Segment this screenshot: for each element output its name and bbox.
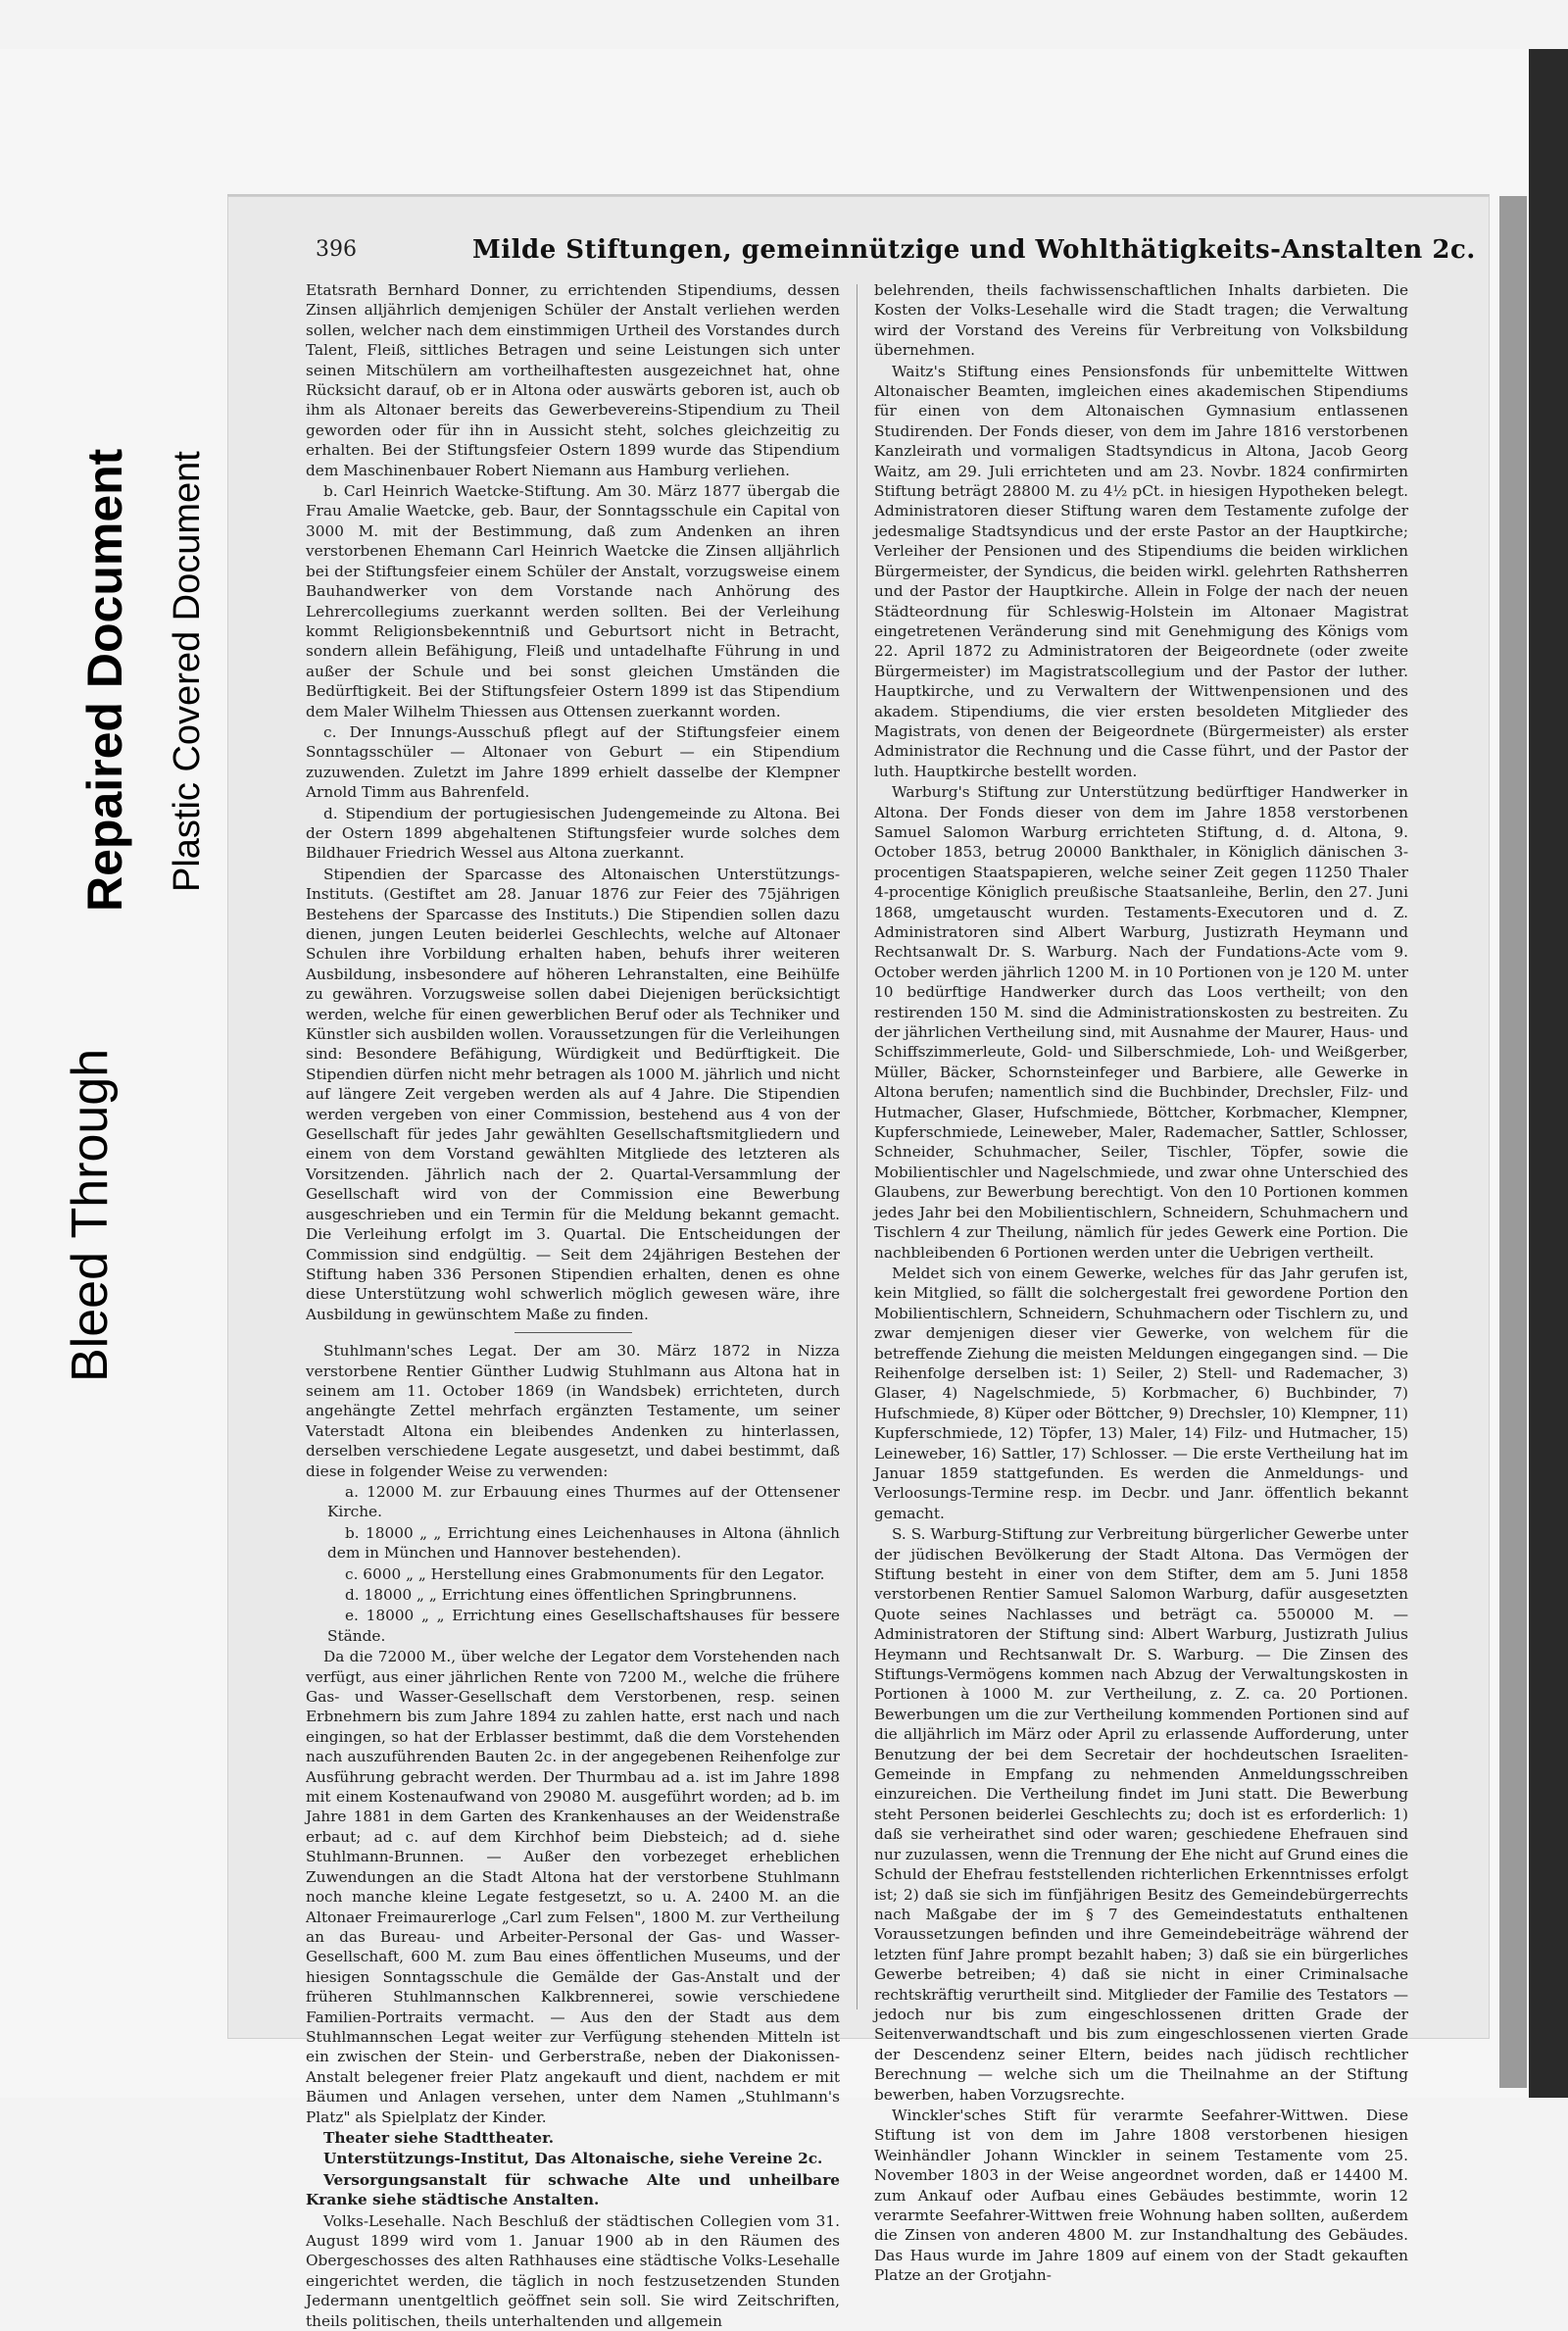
- paragraph: Da die 72000 M., über welche der Legator dem Vorstehenden nach verfügt, aus einer jährlichen Rente von 7200 M., welche die frühere Gas- und Wasser-Gesellschaft dem Verstorbenen, resp. seinen Erbnehmern bis zum Jahre 1894 zu zahlen hatte, erst nach und nach eingingen, so hat der Erblasser bestimmt, daß die dem Vorstehenden nach auszuführenden Bauten 2c. in der angegebenen Reihenfolge zur Ausführung gebracht werden. Der Thurmbau ad a. ist im Jahre 1898 mit einem Kostenaufwand von 29080 M. ausgeführt worden; ad b. im Jahre 1881 in dem Garten des Krankenhauses an der Weidenstraße erbaut; ad c. auf dem Kirchhof beim Diebsteich; ad d. siehe Stuhlmann-Brunnen. — Außer den vorbezeget erheblichen Zuwendungen an die Stadt Altona hat der verstorbene Stuhlmann noch manche kleine Legate festgesetzt, so u. A. 2400 M. an die Altonaer Freimaurerloge „Carl zum Felsen", 1800 M. zur Vertheilung an das Bureau- und Arbeiter-Personal der Gas- und Wasser-Gesellschaft, 600 M. zum Bau eines öffentlichen Museums, und der hiesigen Sonntagsschule die Gemälde der Gas-Anstalt und der früheren Stuhlmannschen Kalkbrennerei, sowie verschiedene Familien-Portraits vermacht. — Aus den der Stadt aus dem Stuhlmannschen Legat weiter zur Verfügung stehenden Mitteln ist ein zwischen der Stein- und Gerberstraße, neben der Diakonissen-Anstalt belegener freier Platz angekauft und dient, nachdem er mit Bäumen und Anlagen versehen, unter dem Namen „Stuhlmann's Platz" als Spielplatz der Kinder.: [306, 1648, 840, 2126]
- page-header: [316, 235, 1476, 271]
- paragraph: Volks-Lesehalle. Nach Beschluß der städtischen Collegien vom 31. August 1899 wird vom 1. Januar 1900 ab in den Räumen des Obergeschosses des alten Rathhauses eine städtische Volks-Lesehalle eingerichtet werden, die täglich in noch festzusetzenden Stunden Jedermann unentgeltlich geöffnet sein soll. Sie wird Zeitschriften, theils politischen, theils unterhaltenden und allgemein: [306, 2211, 840, 2330]
- paragraph: Meldet sich von einem Gewerke, welches für das Jahr gerufen ist, kein Mitglied, so fällt die solchergestalt frei gewordene Portion den Mobilientischlern, Schneidern, Schuhmachern oder Tischlern zu, und zwar demjenigen dieser vier Gewerke, von welchem für die betreffende Ziehung die meisten Meldungen eingegangen sind. — Die Reihenfolge derselben ist: 1) Seiler, 2) Stell- und Rademacher, 3) Glaser, 4) Nagelschmiede, 5) Korbmacher, 6) Buchbinder, 7) Hufschmiede, 8) Küper oder Böttcher, 9) Drechsler, 10) Klempner, 11) Kupferschmiede, 12) Töpfer, 13) Maler, 14) Filz- und Hutmacher, 15) Leineweber, 16) Sattler, 17) Schlosser. — Die erste Vertheilung hat im Januar 1859 stattgefunden. Es werden die Anmeldungs- und Verloosungs-Termine resp. im Decbr. und Janr. öffentlich bekannt gemacht.: [874, 1264, 1408, 1522]
- plastic-covered-label: Plastic Covered Document: [167, 451, 208, 892]
- column-divider: [857, 284, 858, 2009]
- legate-list-item: b. 18000 „ „ Errichtung eines Leichenhauses in Altona (ähnlich dem in München und Hannover bestehenden).: [327, 1523, 840, 1562]
- entry-heading: Unterstützungs-Institut, Das Altonaische, siehe Vereine 2c.: [323, 2150, 823, 2168]
- legate-list-item: a. 12000 M. zur Erbauung eines Thurmes auf der Ottensener Kirche.: [327, 1482, 840, 1521]
- scan-edge-inner: [1499, 196, 1527, 2088]
- left-column: [306, 280, 840, 2330]
- entry-heading: Versorgungsanstalt für schwache Alte und unheilbare Kranke siehe städtische Anstalten.: [306, 2170, 840, 2209]
- section-separator: [514, 1332, 632, 1333]
- bleed-through-label: Bleed Through: [62, 1048, 119, 1382]
- paragraph: b. Carl Heinrich Waetcke-Stiftung. Am 30. März 1877 übergab die Frau Amalie Waetcke, geb. Baur, der Sonntagsschule ein Capital von 3000 M. mit der Bestimmung, daß zum Andenken an ihren verstorbenen Ehemann Carl Heinrich Waetcke die Zinsen alljährlich bei der Stiftungsfeier einem Schüler der Anstalt, vorzugsweise einem Bauhandwerker von dem Vorstande nach Anhörung des Lehrercollegiums zuerkannt werden sollten. Bei der Verleihung kommt Religionsbekenntniß und Geburtsort nicht in Betracht, sondern allein Befähigung, Fleiß und untadelhafte Führung in und außer der Schule und bei sonst gleichen Umständen die Bedürftigkeit. Bei der Stiftungsfeier Ostern 1899 ist das Stipendium dem Maler Wilhelm Thiessen aus Ottensen zuerkannt worden.: [306, 482, 840, 720]
- legate-list-item: c. 6000 „ „ Herstellung eines Grabmonuments für den Legator.: [345, 1564, 825, 1583]
- paragraph: Stipendien der Sparcasse des Altonaischen Unterstützungs-Instituts. (Gestiftet am 28. Januar 1876 zur Feier des 75jährigen Bestehens der Sparcasse des Instituts.) Die Stipendien sollen dazu dienen, jungen Leuten beiderlei Geschlechts, welche auf Altonaer Schulen ihre Vorbildung erhalten haben, behufs ihrer weiteren Ausbildung, insbesondere auf höheren Lehranstalten, eine Beihülfe zu gewähren. Vorzugsweise sollen dabei Diejenigen berücksichtigt werden, welche für einen gewerblichen Beruf oder als Techniker und Künstler sich ausbilden wollen. Voraussetzungen für die Verleihungen sind: Besondere Befähigung, Würdigkeit und Bedürftigkeit. Die Stipendien dürfen nicht mehr betragen als 1000 M. jährlich und nicht auf längere Zeit vergeben werden als auf 4 Jahre. Die Stipendien werden vergeben von einer Commission, bestehend aus 4 von der Gesellschaft für jedes Jahr gewählten Gesellschaftsmitgliedern und einem von dem Vorstand gewählten Mitgliede des letzteren als Vorsitzenden. Jährlich nach der 2. Quartal-Versammlung der Gesellschaft wird von der Commission eine Bewerbung ausgeschrieben und ein Termin für die Meldung bekannt gemacht. Die Verleihung erfolgt im 3. Quartal. Die Entscheidungen der Commission sind endgültig. — Seit dem 24jährigen Bestehen der Stiftung haben 336 Personen Stipendien erhalten, denen es ohne diese Unterstützung wohl schwerlich möglich gewesen wäre, ihre Ausbildung in gewünschtem Maße zu finden.: [306, 865, 840, 1323]
- paragraph: c. Der Innungs-Ausschuß pflegt auf der Stiftungsfeier einem Sonntagsschüler — Altonaer von Geburt — ein Stipendium zuzuwenden. Zuletzt im Jahre 1899 erhielt dasselbe der Klempner Arnold Timm aus Bahrenfeld.: [306, 722, 840, 802]
- paragraph: Stuhlmann'sches Legat. Der am 30. März 1872 in Nizza verstorbene Rentier Günther Ludwig Stuhlmann aus Altona hat in seinem am 11. October 1869 (in Wandsbek) errichteten, durch angehängte Zettel mehrfach ergänzten Testamente, um seiner Vaterstadt Altona ein bleibendes Andenken zu hinterlassen, derselben verschiedene Legate ausgesetzt, und dabei bestimmt, daß diese in folgender Weise zu verwenden:: [306, 1342, 840, 1480]
- legate-list-item: e. 18000 „ „ Errichtung eines Gesellschaftshauses für bessere Stände.: [327, 1607, 840, 1645]
- document-page: [227, 194, 1490, 2330]
- paragraph: belehrenden, theils fachwissenschaftlichen Inhalts darbieten. Die Kosten der Volks-Lesehalle wird die Stadt tragen; die Verwaltung wird der Vorstand des Vereins für Verbreitung von Volksbildung übernehmen.: [874, 281, 1408, 360]
- repaired-document-label: Repaired Document: [77, 448, 132, 912]
- paragraph: Etatsrath Bernhard Donner, zu errichtenden Stipendiums, dessen Zinsen alljährlich demjenigen Schüler der Anstalt verliehen werden sollen, welcher nach dem einstimmigen Urtheil des Vorstandes durch Talent, Fleiß, sittliches Betragen und seine Leistungen sich unter seinen Mitschülern am vortheilhaftesten ausgezeichnet hat, ohne Rücksicht darauf, ob er in Altona oder auswärts geboren ist, auch ob ihm als Altonaer bereits das Gewerbevereins-Stipendium zu Theil geworden oder für ihn in Aussicht steht, solches gleichzeitig zu erhalten. Bei der Stiftungsfeier Ostern 1899 wurde das Stipendium dem Maschinenbauer Robert Niemann aus Hamburg verliehen.: [306, 281, 840, 479]
- paragraph: Waitz's Stiftung eines Pensionsfonds für unbemittelte Wittwen Altonaischer Beamten, imgleichen eines akademischen Stipendiums für einen von dem Altonaischen Gymnasium entlassenen Studirenden. Der Fonds dieser, von dem im Jahre 1816 verstorbenen Kanzleirath und vormaligen Stadtsyndicus in Altona, Jacob Georg Waitz, am 29. Juli errichteten und am 23. Novbr. 1824 confirmirten Stiftung beträgt 28800 M. zu 4½ pCt. in hiesigen Hypotheken belegt. Administratoren dieser Stiftung waren dem Testamente zufolge der jedesmalige Stadtsyndicus und der erste Pastor an der Hauptkirche; Verleiher der Pensionen und des Stipendiums die beiden wirklichen Bürgermeister, der Syndicus, die beiden wirkl. gelehrten Rathsherren und der Pastor der Hauptkirche. Allein in Folge der nach der neuen Städteordnung für Schleswig-Holstein im Altonaer Magistrat eingetretenen Veränderung sind mit Genehmigung des Königs vom 22. April 1872 zu Administratoren der Beigeordnete (oder zweite Bürgermeister) im Magistratscollegium und der Pastor der luther. Hauptkirche, und zu Verwaltern der Wittwenpensionen und des akadem. Stipendiums, die vier ersten besoldeten Mitglieder des Magistrats, von denen der Beigeordnete (Bürgermeister) als erster Administrator die Rechnung und die Casse führt, und der Pastor der luth. Hauptkirche bestellt worden.: [874, 362, 1408, 780]
- page-number: 396: [316, 237, 357, 262]
- paragraph: S. S. Warburg-Stiftung zur Verbreitung bürgerlicher Gewerbe unter der jüdischen Bevölkerung der Stadt Altona. Das Vermögen der Stiftung besteht in einer von dem Stifter, dem am 5. Juni 1858 verstorbenen Rentier Samuel Salomon Warburg, dafür ausgesetzten Quote seines Nachlasses und beträgt ca. 550000 M. — Administratoren der Stiftung sind: Albert Warburg, Justizrath Julius Heymann und Rechtsanwalt Dr. S. Warburg. — Die Zinsen des Stiftungs-Vermögens kommen nach Abzug der Verwaltungskosten in Portionen à 1000 M. zur Vertheilung, z. Z. ca. 20 Portionen. Bewerbungen um die zur Vertheilung kommenden Portionen sind auf die alljährlich im März oder April zu erlassende Aufforderung, unter Benutzung der bei dem Secretair der hochdeutschen Israeliten-Gemeinde in Empfang zu nehmenden Anmeldungsschreiben einzureichen. Die Vertheilung findet im Juni statt. Die Bewerbung steht Personen beiderlei Geschlechts zu; doch ist es erforderlich: 1) daß sie verheirathet sind oder waren; geschiedene Ehefrauen sind nur zuzulassen, wenn die Trennung der Ehe nicht auf Grund eines die Schuld der Ehefrau feststellenden richterlichen Erkenntnisses erfolgt ist; 2) daß sie sich im fünfjährigen Besitz des Gemeindebürgerrechts nach Maßgabe der im § 7 des Gemeindestatuts enthaltenen Voraussetzungen befinden und ihre Gemeindebeiträge während der letzten fünf Jahre prompt bezahlt haben; 3) daß sie ein bürgerliches Gewerbe betreiben; 4) daß sie nicht in einer Criminalsache rechtskräftig verurtheilt sind. Mitglieder der Familie des Testators — jedoch nur bis zum eingeschlossenen dritten Grade der Seitenverwandtschaft und bis zum eingeschlossenen vierten Grade der Descendenz seiner Eltern, beides nach jüdisch rechtlicher Berechnung — welche sich um die Theilnahme an der Stiftung bewerben, haben Vorzugsrechte.: [874, 1525, 1408, 2104]
- legate-list-item: d. 18000 „ „ Errichtung eines öffentlichen Springbrunnens.: [345, 1586, 798, 1604]
- paragraph: Warburg's Stiftung zur Unterstützung bedürftiger Handwerker in Altona. Der Fonds dieser von dem im Jahre 1858 verstorbenen Samuel Salomon Warburg errichteten Stiftung, d. d. Altona, 9. October 1853, betrug 20000 Bankthaler, in Königlich dänischen 3-procentigen Staatspapieren, welche seiner Zeit gegen 11250 Thaler 4-procentige Königlich preußische Staatsanleihe, Berlin, den 27. Juni 1868, umgetauscht wurden. Testaments-Executoren und d. Z. Administratoren sind Albert Warburg, Justizrath Heymann und Rechtsanwalt Dr. S. Warburg. Nach der Fundations-Acte vom 9. October werden jährlich 1200 M. in 10 Portionen von je 120 M. unter 10 bedürftige Handwerker durch das Loos vertheilt; von den restirenden 150 M. sind die Administrationskosten zu bestreiten. Zu der jährlichen Vertheilung sind, mit Ausnahme der Maurer, Haus- und Schiffszimmerleute, Gold- und Silberschmiede, Loh- und Weißgerber, Müller, Bäcker, Schornsteinfeger und Barbiere, alle Gewerke in Altona berufen; namentlich sind die Buchbinder, Drechsler, Filz- und Hutmacher, Glaser, Hufschmiede, Böttcher, Korbmacher, Klempner, Kupferschmiede, Leineweber, Maler, Rademacher, Sattler, Schlosser, Schneider, Schuhmacher, Seiler, Tischler, Töpfer, sowie die Mobilientischler und Nagelschmiede, und zwar ohne Unterschied des Glaubens, zur Bewerbung berechtigt. Von den 10 Portionen kommen jedes Jahr bei den Mobilientischlern, Schneidern, Schuhmachern und Tischlern 4 zur Theilung, nämlich für jedes Gewerk eine Portion. Die nachbleibenden 6 Portionen werden unter die Uebrigen vertheilt.: [874, 783, 1408, 1262]
- right-column: [874, 280, 1408, 2285]
- running-title: Milde Stiftungen, gemeinnützige und Wohlthätigkeits-Anstalten 2c.: [472, 235, 1476, 265]
- entry-heading: Theater siehe Stadttheater.: [323, 2128, 555, 2147]
- scan-edge: [1529, 49, 1568, 2098]
- paragraph: Winckler'sches Stift für verarmte Seefahrer-Wittwen. Diese Stiftung ist von dem im Jahre 1808 verstorbenen hiesigen Weinhändler Johann Winckler in seinem Testamente vom 25. November 1803 in der Weise angeordnet worden, daß er 14400 M. zum Ankauf oder Aufbau eines Gebäudes bestimmte, worin 12 verarmte Seefahrer-Wittwen freie Wohnung haben sollten, außerdem die Zinsen von anderen 4800 M. zur Instandhaltung des Gebäudes. Das Haus wurde im Jahre 1809 auf einem von der Stadt gekauften Platze an der Grotjahn-: [874, 2106, 1408, 2285]
- paragraph: d. Stipendium der portugiesischen Judengemeinde zu Altona. Bei der Ostern 1899 abgehaltenen Stiftungsfeier wurde solches dem Bildhauer Friedrich Wessel aus Altona zuerkannt.: [306, 804, 840, 863]
